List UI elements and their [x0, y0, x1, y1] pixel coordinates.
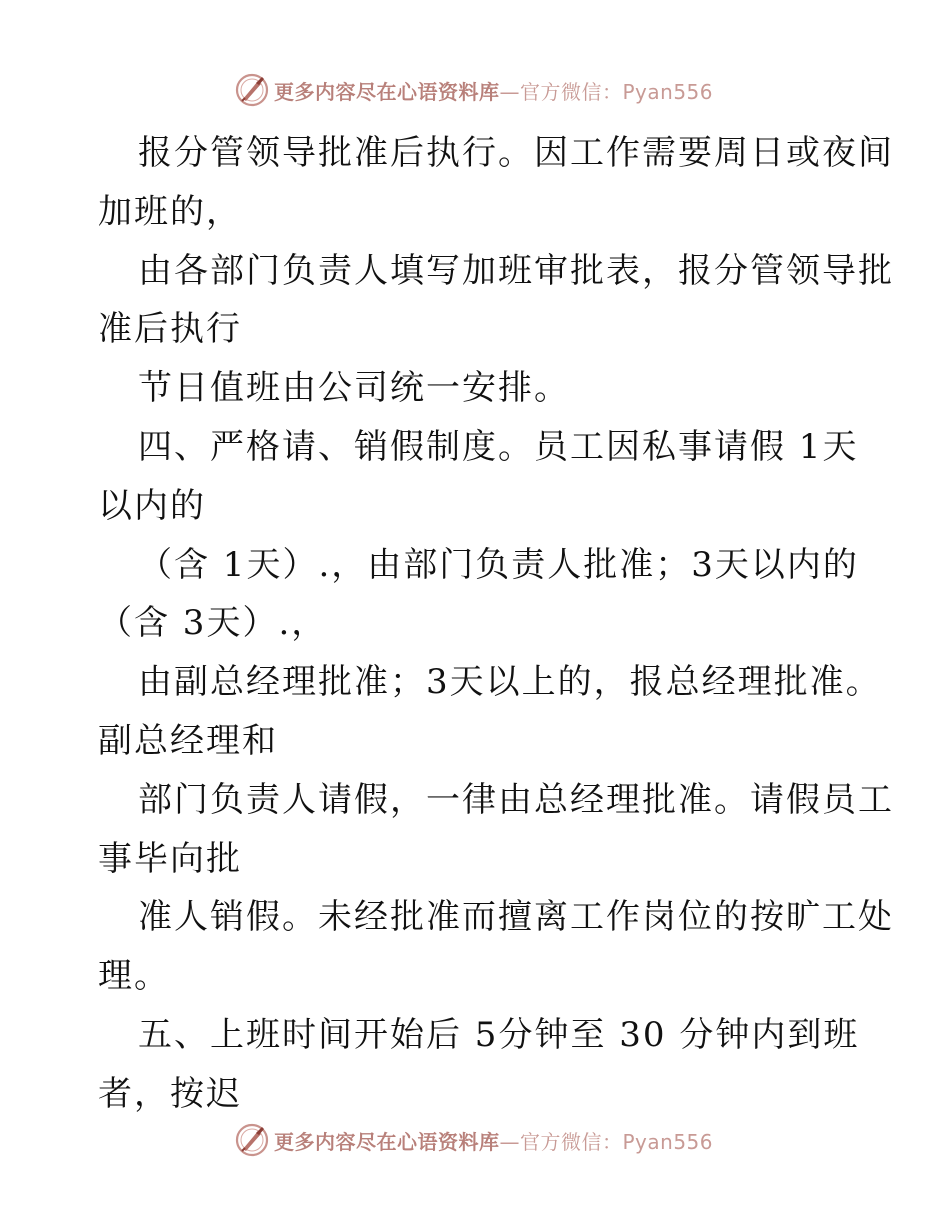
body-line: 报分管领导批准后执行。因工作需要周日或夜间: [138, 133, 894, 173]
body-line: 由副总经理批准；3天以上的，报总经理批准。: [138, 662, 882, 703]
body-line: （含 1天）.，由部门负责人批准；3天以内的: [138, 544, 859, 585]
body-line: 部门负责人请假，一律由总经理批准。请假员工: [138, 779, 894, 820]
quill-pen-logo-icon: [234, 1122, 270, 1158]
body-line: 副总经理和: [98, 720, 278, 761]
body-line: （含 3天）.，: [98, 603, 328, 644]
body-line: 准后执行: [98, 309, 242, 350]
body-line: 由各部门负责人填写加班审批表，报分管领导批: [138, 250, 894, 291]
header-watermark-rest: —官方微信：Pyan556: [499, 79, 714, 104]
footer-watermark-rest: —官方微信：Pyan556: [499, 1129, 714, 1154]
footer-watermark-text: [274, 1126, 713, 1155]
body-line: 加班的，: [98, 191, 242, 232]
body-line: 理。: [98, 956, 170, 997]
header-watermark-banner: [234, 72, 713, 108]
document-body: [98, 124, 894, 1124]
body-line: 节日值班由公司统一安排。: [138, 368, 570, 409]
footer-watermark-banner: [234, 1122, 713, 1158]
body-line: 五、上班时间开始后 5分钟至 30 分钟内到班: [138, 1014, 860, 1055]
body-line: 四、严格请、销假制度。员工因私事请假 1天: [138, 426, 859, 467]
footer-watermark-main: 更多内容尽在心语资料库: [274, 1129, 500, 1154]
quill-pen-logo-icon: [234, 72, 270, 108]
body-line: 事毕向批: [98, 838, 242, 879]
header-watermark-text: [274, 76, 713, 105]
body-line: 准人销假。未经批准而擅离工作岗位的按旷工处: [138, 897, 894, 938]
body-line: 者，按迟: [98, 1073, 242, 1114]
header-watermark-main: 更多内容尽在心语资料库: [274, 79, 500, 104]
body-line: 以内的: [98, 485, 206, 526]
